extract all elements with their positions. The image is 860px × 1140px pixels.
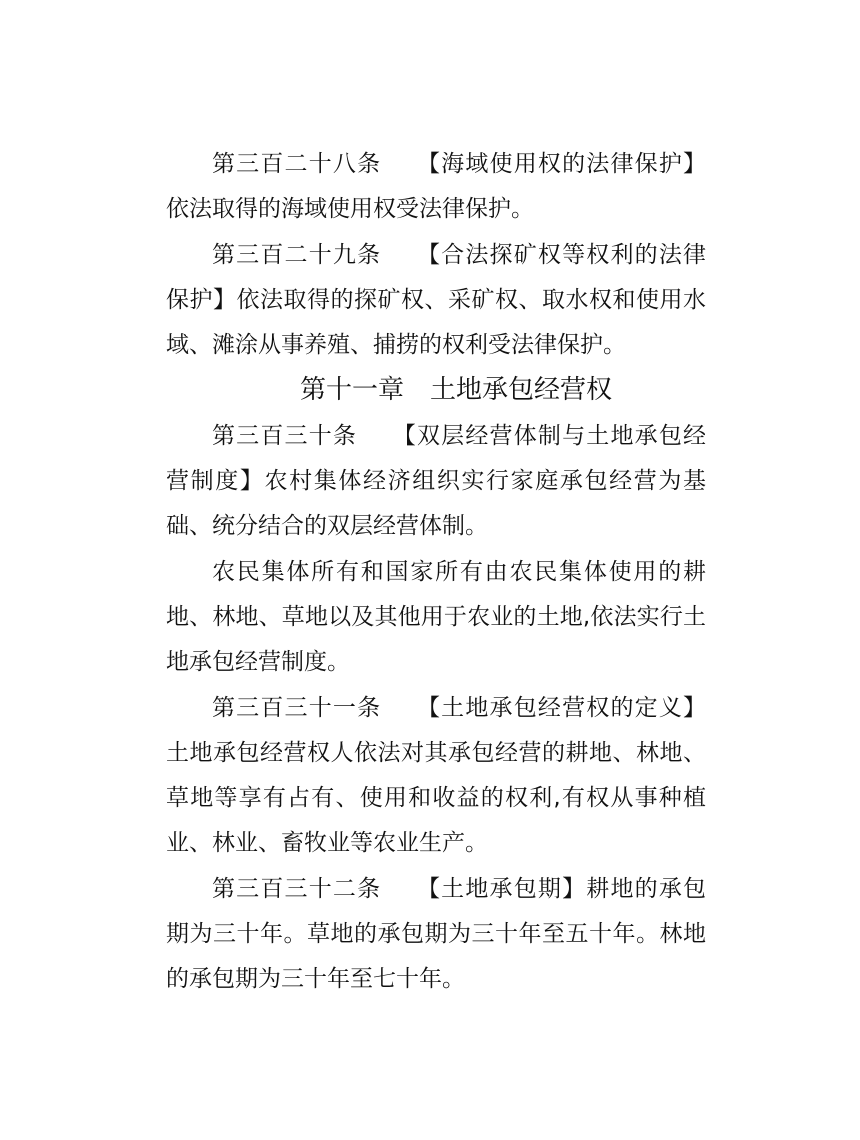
article-title: 【双层经营体制与土地承包经营制度】 xyxy=(166,422,707,495)
article-329 xyxy=(166,233,706,369)
article-text: 土地承包经营权人依法对其承包经营的耕地、林地、草地等享有占有、使用和收益的权利,有权从事种植业、林业、畜牧业等农业生产。 xyxy=(166,739,706,857)
article-number: 第三百三十一条 xyxy=(212,694,382,721)
article-number: 第三百三十二条 xyxy=(212,875,382,902)
article-number: 第三百三十条 xyxy=(212,422,358,449)
article-title: 【合法探矿权等权利的法律保护】 xyxy=(166,241,707,313)
article-title: 【土地承包期】 xyxy=(415,875,587,902)
document-body xyxy=(166,142,706,1003)
article-331 xyxy=(166,686,706,867)
article-330 xyxy=(166,414,706,550)
article-title: 【土地承包经营权的定义】 xyxy=(415,694,707,721)
chapter-number: 第十一章 xyxy=(299,375,404,406)
article-text: 耕地的承包期为三十年。草地的承包期为三十年至五十年。林地的承包期为三十年至七十年。 xyxy=(166,875,707,993)
article-number: 第三百二十九条 xyxy=(212,241,382,268)
chapter-title: 土地承包经营权 xyxy=(430,375,613,406)
article-title: 【海域使用权的法律保护】 xyxy=(415,151,707,177)
article-number: 第三百二十八条 xyxy=(212,151,382,177)
article-text: 依法取得的探矿权、采矿权、取水权和使用水域、滩涂从事养殖、捕捞的权利受法律保护。 xyxy=(166,286,706,359)
article-text: 农村集体经济组织实行家庭承包经营为基础、统分结合的双层经营体制。 xyxy=(166,468,707,540)
article-text: 农民集体所有和国家所有由农民集体使用的耕地、林地、草地以及其他用于农业的土地,依法实行土地承包经营制度。 xyxy=(166,558,706,676)
chapter-heading xyxy=(166,368,706,413)
article-332 xyxy=(166,867,706,1003)
article-text: 依法取得的海域使用权受法律保护。 xyxy=(166,196,534,223)
article-328 xyxy=(166,142,706,233)
article-330-paragraph-2 xyxy=(166,550,706,686)
